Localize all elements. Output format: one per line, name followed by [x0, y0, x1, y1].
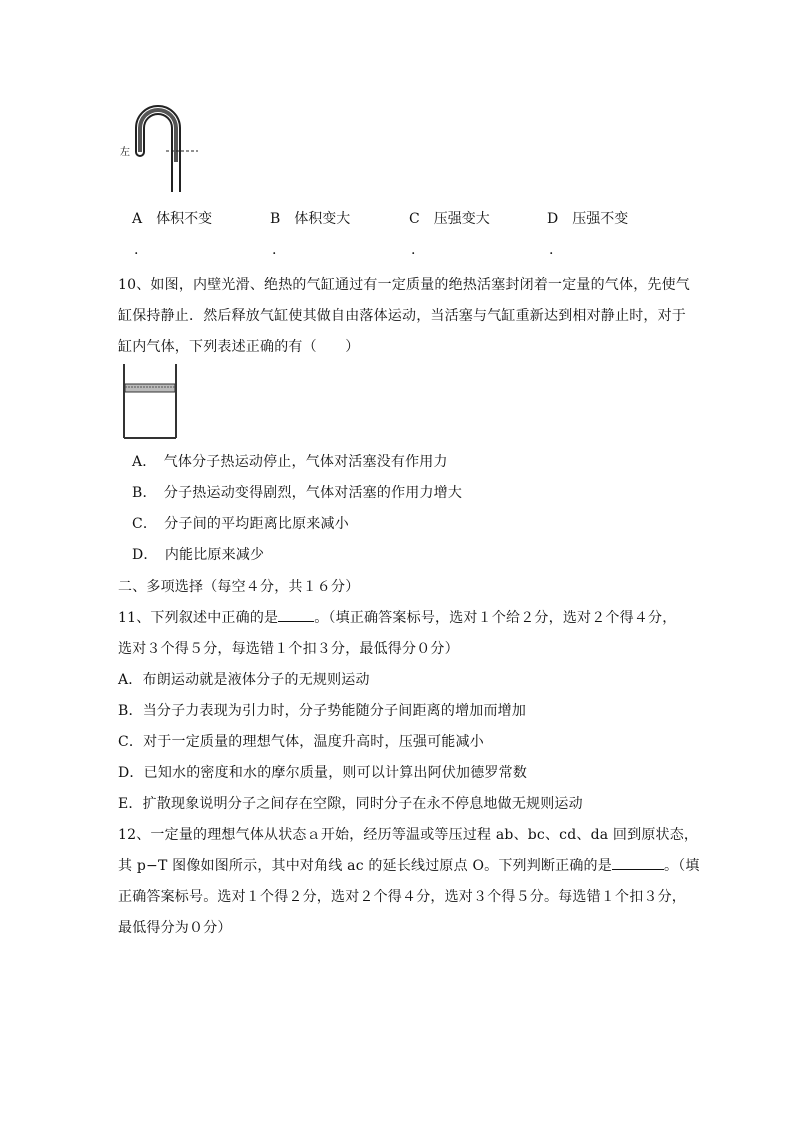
q10-line-3: 缸内气体，下列表述正确的有（ ） — [118, 339, 360, 355]
q11-option-b: B．当分子力表现为引力时，分子势能随分子间距离的增加而增加 — [118, 703, 527, 719]
q11-option-e: E．扩散现象说明分子之间存在空隙，同时分子在永不停息地做无规则运动 — [118, 796, 583, 812]
q12-line-3: 正确答案标号。选对１个得２分，选对２个得４分，选对３个得５分。每选错１个扣３分， — [118, 889, 686, 905]
q11-stem: 11、下列叙述中正确的是 — [118, 610, 279, 626]
u-tube-figure — [118, 100, 208, 200]
q12-line-4: 最低得分为０分） — [118, 920, 232, 936]
q12-instructions: 。（填 — [663, 858, 700, 874]
q11-option-c: C．对于一定质量的理想气体，温度升高时，压强可能减小 — [118, 734, 484, 750]
q9-dot-b: . — [272, 242, 277, 258]
q10-option-a: A． 气体分子热运动停止，气体对活塞没有作用力 — [132, 454, 448, 470]
q9-option-b: B 体积变大 — [270, 211, 351, 227]
q10-option-b: B． 分子热运动变得剧烈，气体对活塞的作用力增大 — [132, 485, 463, 501]
q11-instructions: 。（填正确答案标号，选对１个给２分，选对２个得４分， — [314, 610, 677, 626]
q11-answer-blank — [278, 609, 314, 622]
q10-line-2: 缸保持静止．然后释放气缸使其做自由落体运动，当活塞与气缸重新达到相对静止时，对于 — [118, 308, 686, 324]
cylinder-diagram — [120, 362, 180, 442]
q12-answer-blank — [612, 857, 664, 870]
q10-line-1: 10、如图，内壁光滑、绝热的气缸通过有一定质量的绝热活塞封闭着一定量的气体，先使气 — [118, 277, 691, 293]
q12-line-1: 12、一定量的理想气体从状态ａ开始，经历等温或等压过程 ab、bc、cd、da 回到原状态， — [118, 827, 699, 843]
q11-line-1 — [118, 607, 676, 627]
q10-option-d: D． 内能比原来减少 — [132, 547, 265, 563]
q10-option-c: C． 分子间的平均距离比原来减小 — [132, 516, 349, 532]
q9-dot-d: . — [549, 242, 554, 258]
q9-option-c: C 压强变大 — [409, 211, 490, 227]
q11-option-a: A．布朗运动就是液体分子的无规则运动 — [118, 672, 370, 688]
u-tube-diagram — [118, 100, 208, 200]
q9-dot-a: . — [134, 242, 139, 258]
section-2-heading: 二、多项选择（每空４分，共１６分） — [118, 579, 360, 595]
q12-stem: 其 p−T 图像如图所示，其中对角线 ac 的延长线过原点 O。下列判断正确的是 — [118, 858, 612, 874]
q9-option-a: A 体积不变 — [132, 211, 213, 227]
q12-line-2 — [118, 855, 700, 875]
q11-option-d: D．已知水的密度和水的摩尔质量，则可以计算出阿伏加德罗常数 — [118, 765, 528, 781]
q11-line-2: 选对３个得５分，每选错１个扣３分，最低得分０分） — [118, 641, 459, 657]
left-label: 左 — [120, 147, 130, 158]
q9-dot-c: . — [411, 242, 416, 258]
cylinder-figure — [120, 362, 180, 442]
q9-option-d: D 压强不变 — [547, 211, 629, 227]
